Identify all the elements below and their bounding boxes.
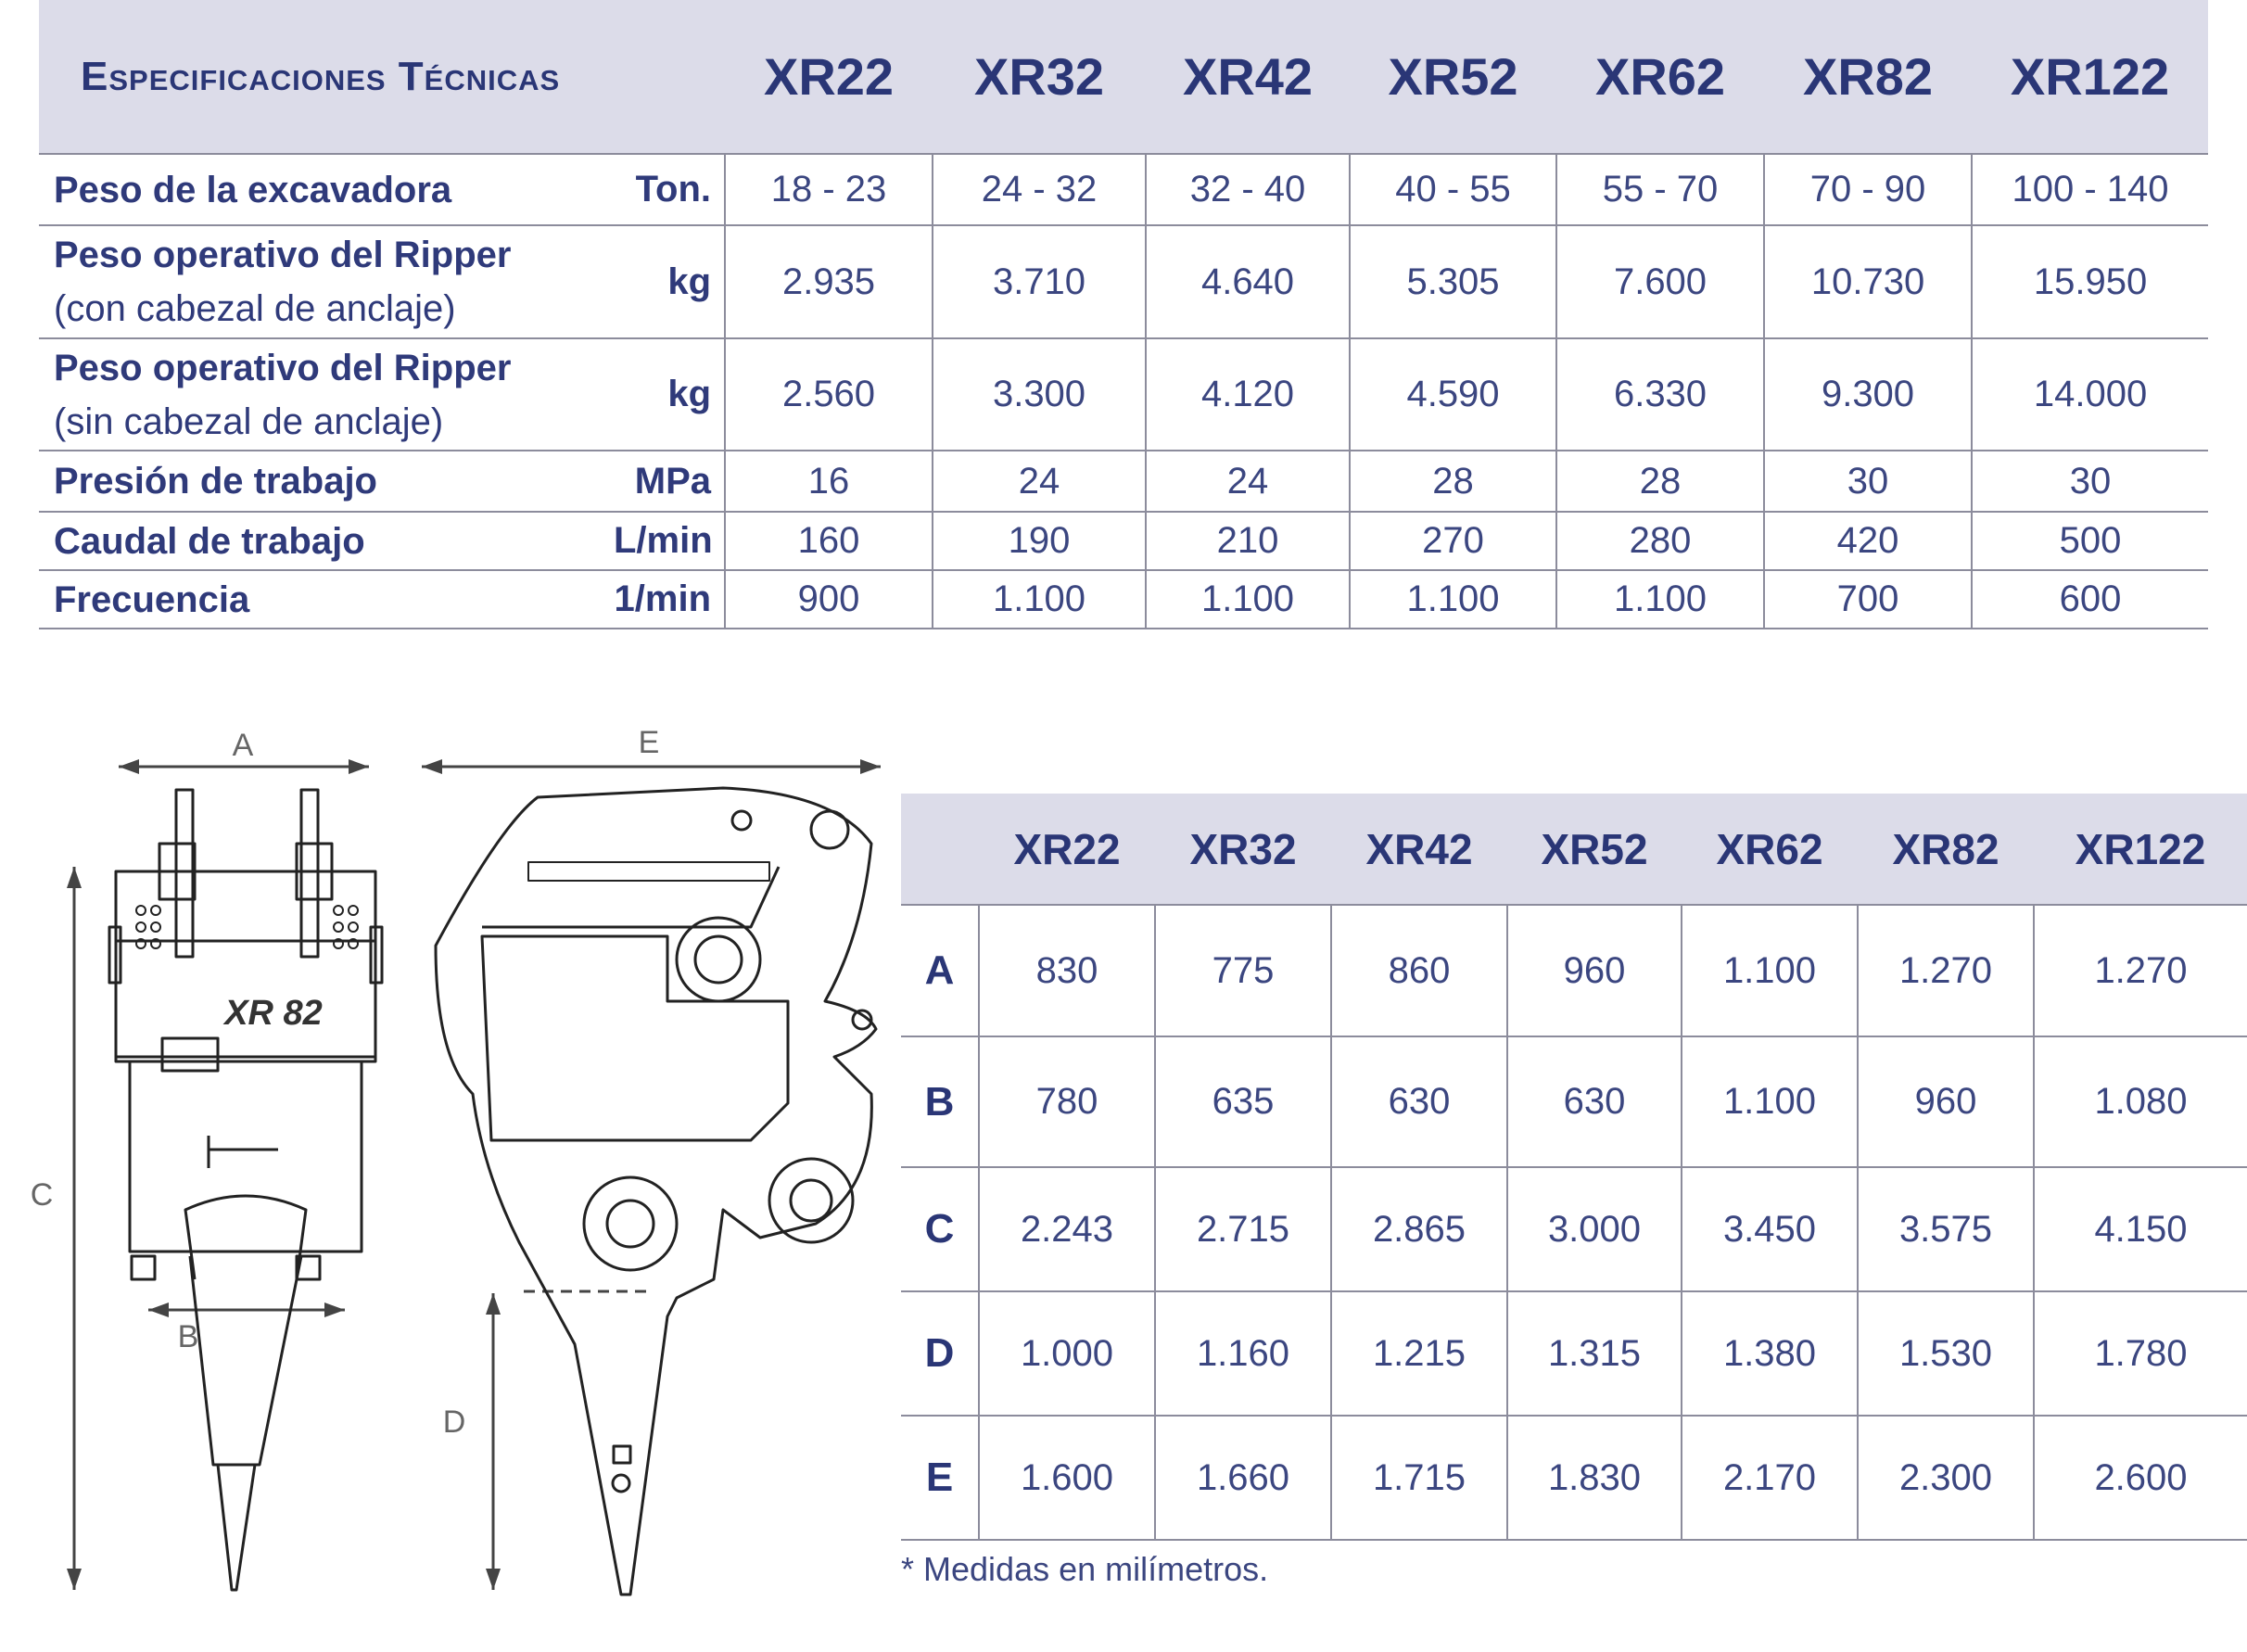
dim-cell: 3.450 (1682, 1167, 1858, 1291)
dim-model-header: XR62 (1682, 794, 1858, 905)
dim-header-corner (901, 794, 979, 905)
spec-cell: 1.100 (1350, 570, 1556, 629)
dim-cell: 1.380 (1682, 1291, 1858, 1416)
xr-logo-text: XR 82 (224, 994, 323, 1033)
dimensions-table (901, 794, 2247, 1541)
dim-cell: 775 (1155, 905, 1331, 1036)
dim-cell: 1.080 (2034, 1036, 2247, 1167)
spec-cell: 1.100 (1556, 570, 1764, 629)
spec-cell: 270 (1350, 512, 1556, 570)
spec-model-header: XR52 (1350, 0, 1556, 154)
spec-row-label: Caudal de trabajo (39, 512, 614, 570)
spec-row-sublabel: (sin cabezal de anclaje) (54, 400, 444, 442)
spec-cell: 1.100 (933, 570, 1146, 629)
spec-model-header: XR22 (725, 0, 933, 154)
spec-cell: 10.730 (1764, 225, 1972, 338)
spec-model-header: XR82 (1764, 0, 1972, 154)
spec-cell: 32 - 40 (1146, 154, 1350, 225)
spec-cell: 100 - 140 (1972, 154, 2208, 225)
dimension-label-b: B (177, 1319, 199, 1354)
spec-cell: 55 - 70 (1556, 154, 1764, 225)
dim-cell: 2.300 (1858, 1416, 2034, 1540)
spec-cell: 40 - 55 (1350, 154, 1556, 225)
spec-row-weight-with-head (39, 225, 2208, 338)
spec-row-label: Peso de la excavadora (39, 154, 614, 225)
measurement-footnote: * Medidas en milímetros. (901, 1550, 1269, 1588)
spec-row-excavator-weight (39, 154, 2208, 225)
spec-row-unit: L/min (614, 512, 725, 570)
dim-row-d (901, 1291, 2247, 1416)
dim-cell: 1.530 (1858, 1291, 2034, 1416)
ripper-technical-drawing (0, 705, 890, 1613)
spec-cell: 4.640 (1146, 225, 1350, 338)
spec-model-header: XR122 (1972, 0, 2208, 154)
spec-model-header: XR32 (933, 0, 1146, 154)
spec-cell: 9.300 (1764, 338, 1972, 451)
dim-model-header: XR122 (2034, 794, 2247, 905)
spec-row-flow (39, 512, 2208, 570)
dim-cell: 2.243 (979, 1167, 1155, 1291)
spec-cell: 5.305 (1350, 225, 1556, 338)
spec-row-unit: kg (614, 225, 725, 338)
spec-cell: 2.935 (725, 225, 933, 338)
dim-cell: 860 (1331, 905, 1507, 1036)
dim-cell: 1.160 (1155, 1291, 1331, 1416)
spec-row-label-main: Peso operativo del Ripper (54, 235, 512, 275)
dim-cell: 1.000 (979, 1291, 1155, 1416)
ripper-front-view (109, 790, 382, 1590)
spec-model-header: XR62 (1556, 0, 1764, 154)
spec-cell: 30 (1764, 451, 1972, 512)
spec-cell: 14.000 (1972, 338, 2208, 451)
dim-row-letter: C (901, 1167, 979, 1291)
dim-cell: 830 (979, 905, 1155, 1036)
spec-model-header: XR42 (1146, 0, 1350, 154)
spec-cell: 24 - 32 (933, 154, 1146, 225)
spec-cell: 30 (1972, 451, 2208, 512)
spec-cell: 600 (1972, 570, 2208, 629)
spec-cell: 2.560 (725, 338, 933, 451)
spec-cell: 6.330 (1556, 338, 1764, 451)
spec-cell: 3.300 (933, 338, 1146, 451)
dim-cell: 3.000 (1507, 1167, 1682, 1291)
spec-table-title: Especificaciones Técnicas (39, 0, 725, 154)
dim-cell: 1.215 (1331, 1291, 1507, 1416)
dim-cell: 1.830 (1507, 1416, 1682, 1540)
spec-cell: 500 (1972, 512, 2208, 570)
dim-row-c (901, 1167, 2247, 1291)
spec-cell: 28 (1350, 451, 1556, 512)
spec-cell: 15.950 (1972, 225, 2208, 338)
spec-row-unit: kg (614, 338, 725, 451)
spec-row-unit: Ton. (614, 154, 725, 225)
spec-header-row (39, 0, 2208, 154)
spec-cell: 4.120 (1146, 338, 1350, 451)
spec-cell: 700 (1764, 570, 1972, 629)
dim-cell: 3.575 (1858, 1167, 2034, 1291)
spec-cell: 70 - 90 (1764, 154, 1972, 225)
dim-cell: 1.600 (979, 1416, 1155, 1540)
spec-cell: 3.710 (933, 225, 1146, 338)
dim-cell: 630 (1331, 1036, 1507, 1167)
dim-cell: 635 (1155, 1036, 1331, 1167)
dim-row-e (901, 1416, 2247, 1540)
dim-row-b (901, 1036, 2247, 1167)
dim-model-header: XR42 (1331, 794, 1507, 905)
dim-row-a (901, 905, 2247, 1036)
spec-row-sublabel: (con cabezal de anclaje) (54, 288, 456, 329)
spec-row-label: Presión de trabajo (39, 451, 614, 512)
dim-cell: 960 (1858, 1036, 2034, 1167)
dim-cell: 1.715 (1331, 1416, 1507, 1540)
spec-row-pressure (39, 451, 2208, 512)
dim-cell: 1.315 (1507, 1291, 1682, 1416)
spec-row-label: Frecuencia (39, 570, 614, 629)
dimension-label-d: D (442, 1404, 466, 1440)
dim-row-letter: A (901, 905, 979, 1036)
spec-cell: 280 (1556, 512, 1764, 570)
spec-cell: 16 (725, 451, 933, 512)
dim-cell: 2.170 (1682, 1416, 1858, 1540)
spec-cell: 24 (1146, 451, 1350, 512)
dim-cell: 1.270 (1858, 905, 2034, 1036)
dim-cell: 960 (1507, 905, 1682, 1036)
dim-row-letter: B (901, 1036, 979, 1167)
spec-row-label-main: Peso operativo del Ripper (54, 347, 512, 388)
spec-cell: 24 (933, 451, 1146, 512)
dimension-label-a: A (232, 728, 254, 763)
spec-row-label (39, 225, 614, 338)
dimension-arrow-b (148, 1303, 345, 1317)
dimension-arrow-e (422, 759, 881, 774)
spec-cell: 18 - 23 (725, 154, 933, 225)
dim-cell: 2.600 (2034, 1416, 2247, 1540)
spec-row-frequency (39, 570, 2208, 629)
spec-row-unit: 1/min (614, 570, 725, 629)
dimension-arrow-d (486, 1291, 649, 1590)
spec-cell: 190 (933, 512, 1146, 570)
dim-cell: 630 (1507, 1036, 1682, 1167)
spec-cell: 7.600 (1556, 225, 1764, 338)
spec-cell: 1.100 (1146, 570, 1350, 629)
dim-cell: 1.100 (1682, 1036, 1858, 1167)
dim-cell: 780 (979, 1036, 1155, 1167)
spec-row-label (39, 338, 614, 451)
dim-model-header: XR82 (1858, 794, 2034, 905)
dimension-arrow-c (67, 867, 82, 1590)
dimension-label-e: E (638, 725, 660, 760)
dim-cell: 1.780 (2034, 1291, 2247, 1416)
spec-cell: 160 (725, 512, 933, 570)
dim-cell: 1.270 (2034, 905, 2247, 1036)
spec-cell: 420 (1764, 512, 1972, 570)
dim-model-header: XR32 (1155, 794, 1331, 905)
dim-cell: 1.660 (1155, 1416, 1331, 1540)
ripper-side-view (436, 788, 876, 1595)
dim-cell: 2.865 (1331, 1167, 1507, 1291)
dim-cell: 1.100 (1682, 905, 1858, 1036)
spec-row-weight-without-head (39, 338, 2208, 451)
spec-row-unit: MPa (614, 451, 725, 512)
spec-cell: 28 (1556, 451, 1764, 512)
spec-cell: 900 (725, 570, 933, 629)
dimension-label-c: C (30, 1177, 54, 1213)
dim-model-header: XR52 (1507, 794, 1682, 905)
spec-cell: 4.590 (1350, 338, 1556, 451)
dim-cell: 4.150 (2034, 1167, 2247, 1291)
dim-cell: 2.715 (1155, 1167, 1331, 1291)
dim-header-row (901, 794, 2247, 905)
spec-cell: 210 (1146, 512, 1350, 570)
dim-row-letter: E (901, 1416, 979, 1540)
dim-model-header: XR22 (979, 794, 1155, 905)
dim-row-letter: D (901, 1291, 979, 1416)
spec-table (39, 0, 2208, 629)
